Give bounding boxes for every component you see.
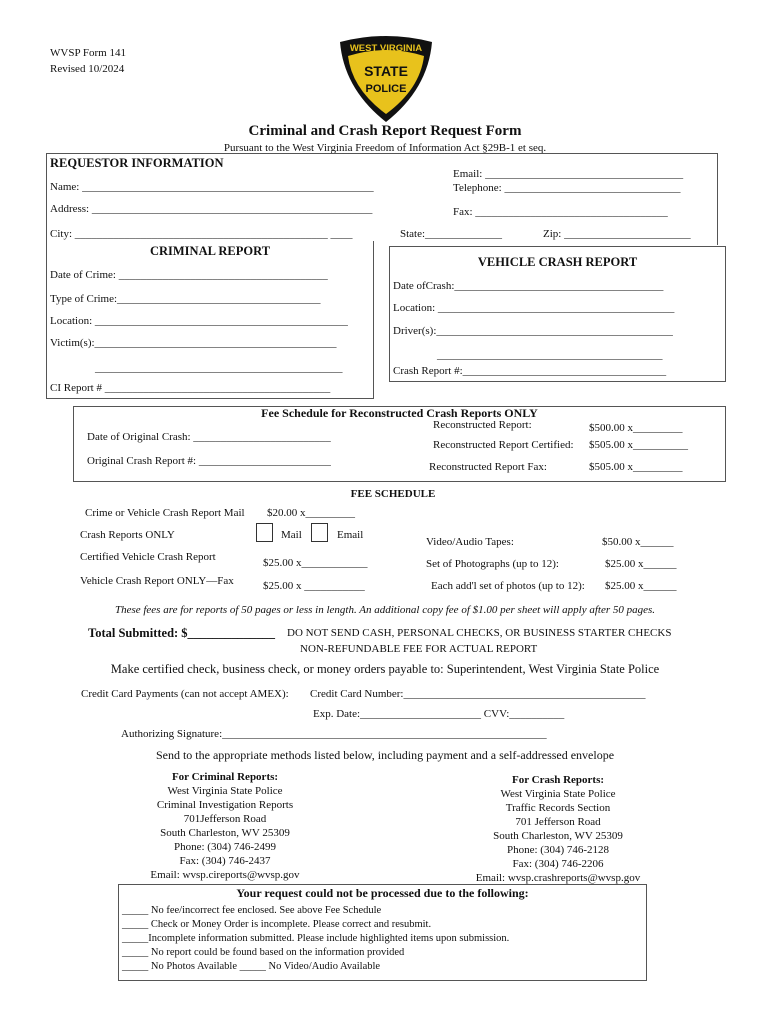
authorizing-signature-field[interactable]: Authorizing Signature:___________________________________________________________ [121, 728, 547, 740]
page-fee-note: These fees are for reports of 50 pages or less in length. An additional copy fee of $1.00 per sheet will apply after 50 pages. [114, 604, 656, 616]
rejection-item: _____ No report could be found based on the information provided [122, 947, 405, 958]
reconstructed-certified-label: Reconstructed Report Certified: [433, 439, 574, 451]
crime-location-field[interactable]: Location: ______________________________________________ [50, 315, 348, 327]
wvsp-badge-logo [336, 34, 436, 124]
original-crash-report-field[interactable]: Original Crash Report #: ________________________ [87, 455, 331, 467]
mail-fee-field[interactable]: $20.00 x_________ [267, 507, 355, 519]
crash-address-line: Traffic Records Section [505, 802, 611, 814]
reconstructed-fax-fee[interactable]: $505.00 x_________ [589, 461, 683, 473]
original-crash-date-field[interactable]: Date of Original Crash: _________________________ [87, 431, 331, 443]
criminal-address-line: West Virginia State Police [167, 785, 283, 797]
city-field[interactable]: City: ______________________________________________ ____ [50, 228, 353, 240]
rejection-heading: Your request could not be processed due to the following: [236, 886, 529, 900]
revised-date: Revised 10/2024 [50, 63, 125, 75]
reconstructed-fax-label: Reconstructed Report Fax: [429, 461, 547, 473]
criminal-address-line: South Charleston, WV 25309 [160, 827, 290, 839]
rejection-item: _____ Check or Money Order is incomplete. Please correct and resubmit. [122, 919, 432, 930]
crash-reports-address [458, 773, 658, 885]
reconstructed-report-fee[interactable]: $500.00 x_________ [589, 422, 683, 434]
email-field[interactable]: Email: ____________________________________ [453, 168, 684, 180]
crash-email: Email: wvsp.crashreports@wvsp.gov [475, 872, 641, 884]
no-cash-notice: DO NOT SEND CASH, PERSONAL CHECKS, OR BUSINESS STARTER CHECKS [287, 627, 672, 639]
vehicle-crash-heading: VEHICLE CRASH REPORT [477, 255, 638, 269]
mail-fee-label: Crime or Vehicle Crash Report Mail [85, 507, 245, 519]
send-instructions: Send to the appropriate methods listed below, including payment and a self-addressed envelope [155, 748, 615, 762]
mail-option-label: Mail [281, 529, 302, 541]
email-checkbox[interactable] [311, 523, 328, 542]
crash-location-field[interactable]: Location: ___________________________________________ [393, 302, 675, 314]
crash-address-line: West Virginia State Police [500, 788, 616, 800]
criminal-phone: Phone: (304) 746-2499 [173, 841, 277, 853]
fax-crash-fee[interactable]: $25.00 x ___________ [263, 580, 365, 592]
requestor-heading: REQUESTOR INFORMATION [50, 156, 224, 170]
form-title: Criminal and Crash Report Request Form [248, 123, 522, 139]
criminal-fax: Fax: (304) 746-2437 [179, 855, 271, 867]
criminal-address-line: Criminal Investigation Reports [156, 799, 294, 811]
victims-field-line2[interactable]: _____________________________________________ [95, 362, 343, 374]
state-field[interactable]: State:______________ [400, 228, 503, 240]
expiration-cvv-field[interactable]: Exp. Date:______________________ CVV:__________ [313, 708, 565, 720]
crash-address-heading: For Crash Reports: [511, 774, 605, 786]
rejection-item: _____Incomplete information submitted. Please include highlighted items upon submission. [122, 933, 510, 944]
photos-fee[interactable]: $25.00 x______ [605, 558, 677, 570]
svg-text:POLICE: POLICE [365, 83, 407, 95]
reconstructed-heading: Fee Schedule for Reconstructed Crash Reports ONLY [261, 406, 538, 420]
rejection-list [122, 904, 509, 974]
form-number: WVSP Form 141 [50, 47, 126, 59]
reconstructed-certified-fee[interactable]: $505.00 x__________ [589, 439, 688, 451]
additional-photos-label: Each add'l set of photos (up to 12): [431, 580, 585, 592]
payable-to-notice: Make certified check, business check, or money orders payable to: Superintendent, West Virginia State Police [110, 662, 660, 676]
criminal-report-heading: CRIMINAL REPORT [149, 244, 271, 258]
telephone-field[interactable]: Telephone: ________________________________ [453, 182, 681, 194]
total-submitted-field[interactable]: Total Submitted: $______________ [88, 626, 276, 640]
drivers-field-line2[interactable]: _________________________________________ [437, 349, 663, 361]
certified-crash-fee[interactable]: $25.00 x____________ [263, 557, 368, 569]
criminal-email: Email: wvsp.cireports@wvsp.gov [150, 869, 300, 881]
crash-fax: Fax: (304) 746-2206 [512, 858, 604, 870]
credit-card-number-field[interactable]: Credit Card Number:____________________________________________ [310, 688, 646, 700]
criminal-address-heading: For Criminal Reports: [171, 771, 279, 783]
mail-checkbox[interactable] [256, 523, 273, 542]
date-of-crash-field[interactable]: Date ofCrash:______________________________________ [393, 280, 664, 292]
photos-label: Set of Photographs (up to 12): [426, 558, 559, 570]
credit-card-label: Credit Card Payments (can not accept AMEX): [81, 688, 289, 700]
zip-field[interactable]: Zip: _______________________ [543, 228, 691, 240]
name-field[interactable]: Name: _____________________________________________________ [50, 181, 374, 193]
address-field[interactable]: Address: ___________________________________________________ [50, 203, 373, 215]
video-tapes-fee[interactable]: $50.00 x______ [602, 536, 674, 548]
form-subtitle: Pursuant to the West Virginia Freedom of Information Act §29B-1 et seq. [223, 142, 547, 154]
non-refundable-notice: NON-REFUNDABLE FEE FOR ACTUAL REPORT [300, 643, 538, 655]
email-option-label: Email [337, 529, 364, 541]
criminal-reports-address [125, 770, 325, 882]
crash-report-number-field[interactable]: Crash Report #:_____________________________________ [393, 365, 667, 377]
svg-text:STATE: STATE [364, 63, 408, 79]
fee-schedule-heading: FEE SCHEDULE [350, 488, 436, 500]
crash-address-line: South Charleston, WV 25309 [493, 830, 623, 842]
criminal-address-line: 701Jefferson Road [183, 813, 267, 825]
rejection-item: _____ No fee/incorrect fee enclosed. See above Fee Schedule [122, 905, 382, 916]
crash-address-line: 701 Jefferson Road [515, 816, 601, 828]
victims-field[interactable]: Victim(s):____________________________________________ [50, 337, 337, 349]
crash-phone: Phone: (304) 746-2128 [506, 844, 610, 856]
fax-field[interactable]: Fax: ___________________________________ [453, 206, 668, 218]
crash-reports-only-label: Crash Reports ONLY [80, 529, 175, 541]
drivers-field[interactable]: Driver(s):___________________________________________ [393, 325, 673, 337]
certified-crash-label: Certified Vehicle Crash Report [80, 551, 216, 563]
reconstructed-report-label: Reconstructed Report: [433, 419, 532, 431]
ci-report-field[interactable]: CI Report # _________________________________________ [50, 382, 331, 394]
rejection-item: _____ No Photos Available _____ No Video/Audio Available [122, 961, 381, 972]
fax-crash-label: Vehicle Crash Report ONLY—Fax [80, 575, 234, 587]
type-of-crime-field[interactable]: Type of Crime:_____________________________________ [50, 293, 321, 305]
additional-photos-fee[interactable]: $25.00 x______ [605, 580, 677, 592]
svg-text:WEST VIRGINIA: WEST VIRGINIA [349, 43, 423, 54]
video-tapes-label: Video/Audio Tapes: [426, 536, 514, 548]
date-of-crime-field[interactable]: Date of Crime: ______________________________________ [50, 269, 328, 281]
